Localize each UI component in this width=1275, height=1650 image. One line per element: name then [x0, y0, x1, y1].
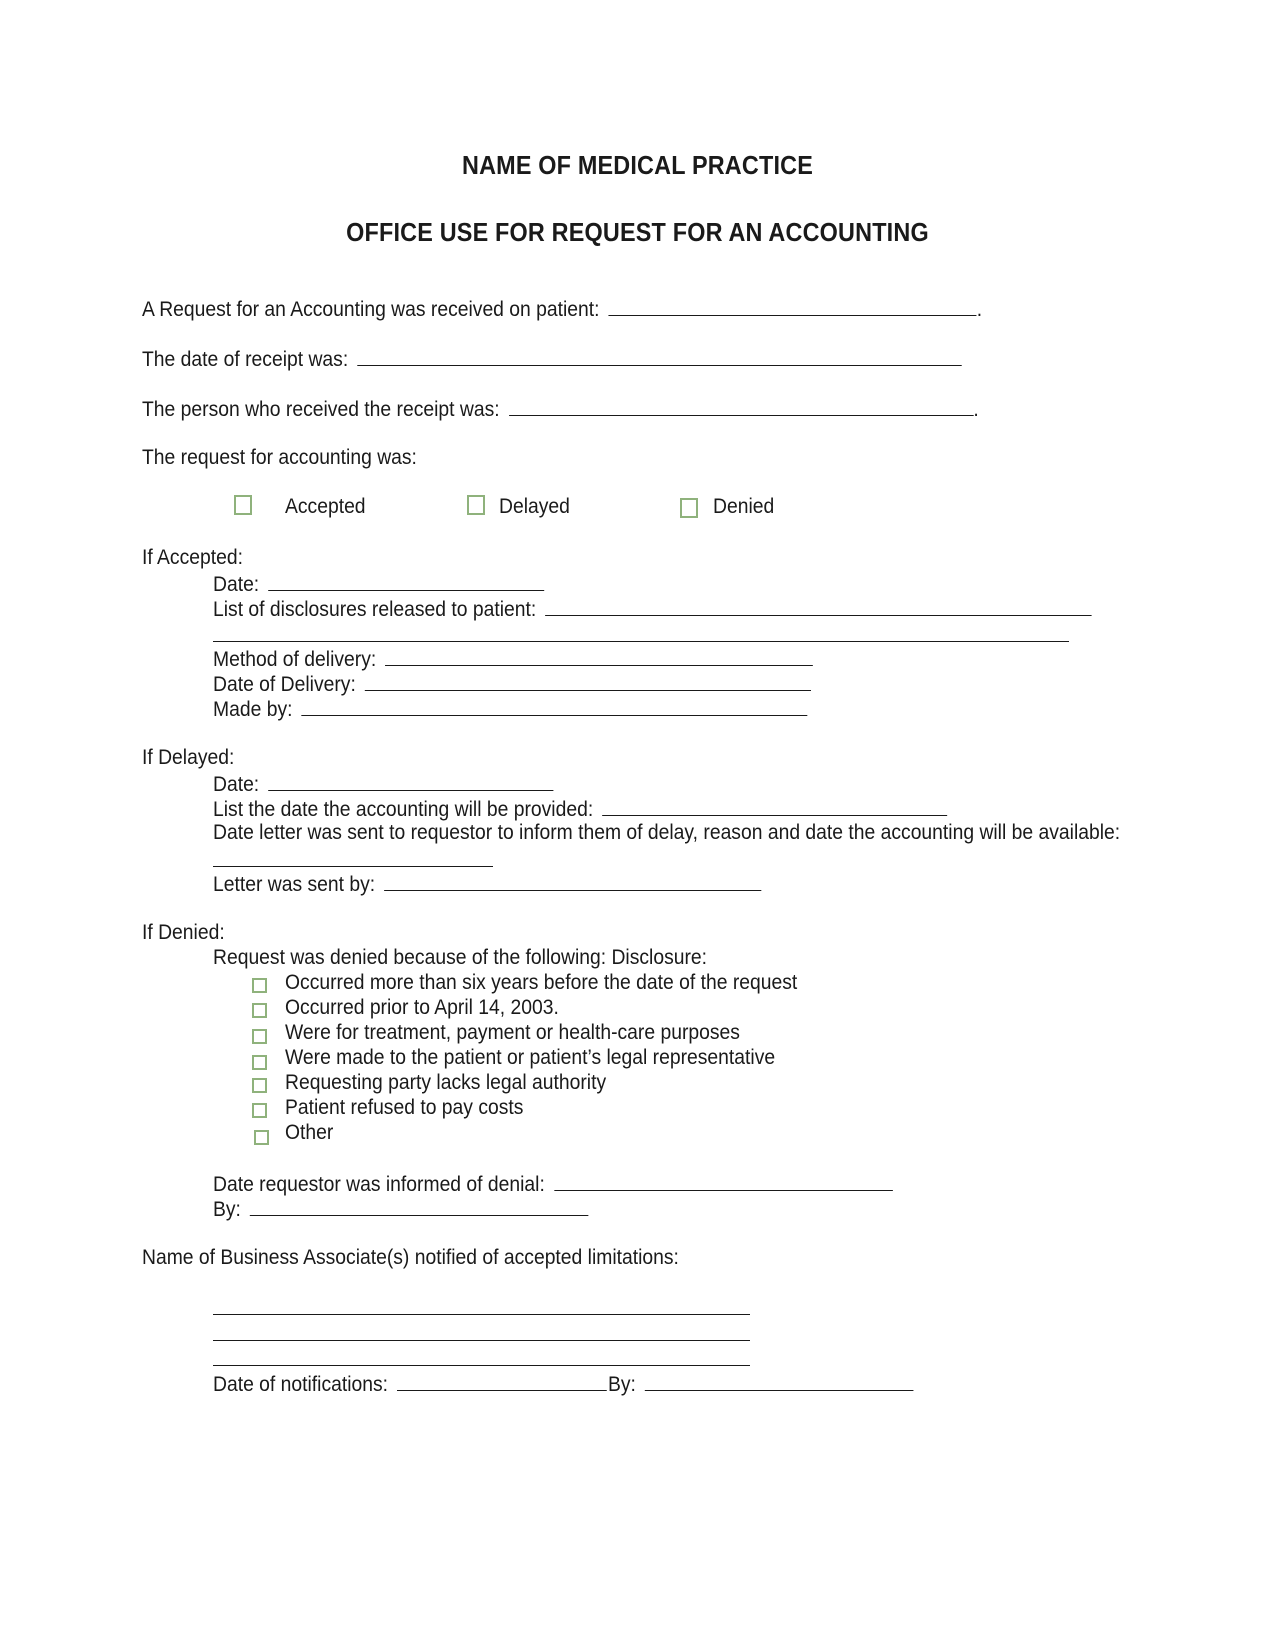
method-row	[213, 645, 813, 673]
received-by-label: The person who received the receipt was:	[142, 398, 500, 421]
received-by-field[interactable]	[509, 395, 974, 416]
received-by-row: The person who received the receipt was: .	[142, 395, 979, 423]
disclosures-label: List of disclosures released to patient:	[213, 598, 537, 621]
disclosures-field[interactable]	[545, 595, 1091, 616]
made-by-field[interactable]	[302, 695, 808, 716]
reason-checkbox-4[interactable]	[252, 1055, 267, 1070]
reason-checkbox-2[interactable]	[252, 1003, 267, 1018]
accepted-date-label: Date:	[213, 573, 260, 596]
letter-by-row	[213, 870, 762, 898]
request-was-label: The request for accounting was:	[142, 446, 417, 469]
reason-checkbox-5[interactable]	[252, 1078, 267, 1093]
reason-label-2: Occurred prior to April 14, 2003.	[285, 996, 559, 1019]
notification-by-row	[608, 1370, 914, 1398]
reason-checkbox-7[interactable]	[254, 1130, 269, 1145]
form-title: OFFICE USE FOR REQUEST FOR AN ACCOUNTING	[346, 217, 929, 247]
date-of-receipt-field[interactable]	[357, 345, 961, 366]
reason-label-4: Were made to the patient or patient’s legal representative	[285, 1046, 776, 1069]
accepted-date-row	[213, 570, 544, 598]
disclosures-row	[213, 595, 1092, 623]
notification-date-row	[213, 1370, 607, 1398]
provided-date-row	[213, 795, 947, 823]
business-associate-line-3[interactable]	[213, 1365, 750, 1366]
accepted-checkbox[interactable]	[234, 495, 252, 515]
denied-checkbox[interactable]	[680, 498, 698, 518]
date-of-receipt-row	[142, 345, 962, 373]
provided-date-field[interactable]	[602, 795, 947, 816]
letter-date-label: Date letter was sent to requestor to inform them of delay, reason and date the accounting will be available:	[213, 821, 1121, 844]
notification-date-field[interactable]	[397, 1370, 607, 1391]
delayed-date-label: Date:	[213, 773, 260, 796]
accepted-date-field[interactable]	[268, 570, 544, 591]
delivery-date-row	[213, 670, 811, 698]
reason-checkbox-6[interactable]	[252, 1103, 267, 1118]
accepted-option-label: Accepted	[285, 495, 366, 518]
letter-by-field[interactable]	[384, 870, 761, 891]
delayed-heading: If Delayed:	[142, 746, 235, 769]
denied-heading: If Denied:	[142, 921, 225, 944]
informed-date-row	[213, 1170, 893, 1198]
reason-label-1: Occurred more than six years before the date of the request	[285, 971, 798, 994]
provided-date-label: List the date the accounting will be provided:	[213, 798, 594, 821]
letter-date-field[interactable]	[213, 866, 493, 867]
informed-date-field[interactable]	[554, 1170, 893, 1191]
reason-checkbox-3[interactable]	[252, 1029, 267, 1044]
informed-date-label: Date requestor was informed of denial:	[213, 1173, 545, 1196]
made-by-label: Made by:	[213, 698, 293, 721]
denied-by-label: By:	[213, 1198, 241, 1221]
notification-by-field[interactable]	[645, 1370, 914, 1391]
business-associate-line-1[interactable]	[213, 1314, 750, 1315]
reason-checkbox-1[interactable]	[252, 978, 267, 993]
received-on-patient-label: A Request for an Accounting was received on patient:	[142, 298, 600, 321]
delayed-date-field[interactable]	[268, 770, 553, 791]
reason-label-7: Other	[285, 1121, 334, 1144]
practice-name: NAME OF MEDICAL PRACTICE	[462, 150, 813, 180]
reason-label-3: Were for treatment, payment or health-care purposes	[285, 1021, 740, 1044]
reason-label-5: Requesting party lacks legal authority	[285, 1071, 607, 1094]
denied-by-field[interactable]	[250, 1195, 589, 1216]
disclosures-continuation-line[interactable]	[213, 641, 1069, 642]
received-on-patient-field[interactable]	[609, 295, 977, 316]
denied-reason-intro: Request was denied because of the following: Disclosure:	[213, 946, 708, 969]
made-by-row	[213, 695, 808, 723]
received-on-patient-row: A Request for an Accounting was received on patient: .	[142, 295, 982, 323]
denied-by-row	[213, 1195, 589, 1223]
accepted-heading: If Accepted:	[142, 546, 243, 569]
denied-option-label: Denied	[713, 495, 775, 518]
reason-label-6: Patient refused to pay costs	[285, 1096, 524, 1119]
notification-date-label: Date of notifications:	[213, 1373, 389, 1396]
delayed-checkbox[interactable]	[467, 495, 485, 515]
method-field[interactable]	[385, 645, 813, 666]
date-of-receipt-label: The date of receipt was:	[142, 348, 349, 371]
business-associates-label: Name of Business Associate(s) notified of accepted limitations:	[142, 1246, 679, 1269]
delivery-date-field[interactable]	[365, 670, 811, 691]
delayed-option-label: Delayed	[499, 495, 570, 518]
delivery-date-label: Date of Delivery:	[213, 673, 356, 696]
letter-by-label: Letter was sent by:	[213, 873, 376, 896]
method-label: Method of delivery:	[213, 648, 377, 671]
notification-by-label: By:	[608, 1373, 636, 1396]
business-associate-line-2[interactable]	[213, 1340, 750, 1341]
delayed-date-row	[213, 770, 554, 798]
